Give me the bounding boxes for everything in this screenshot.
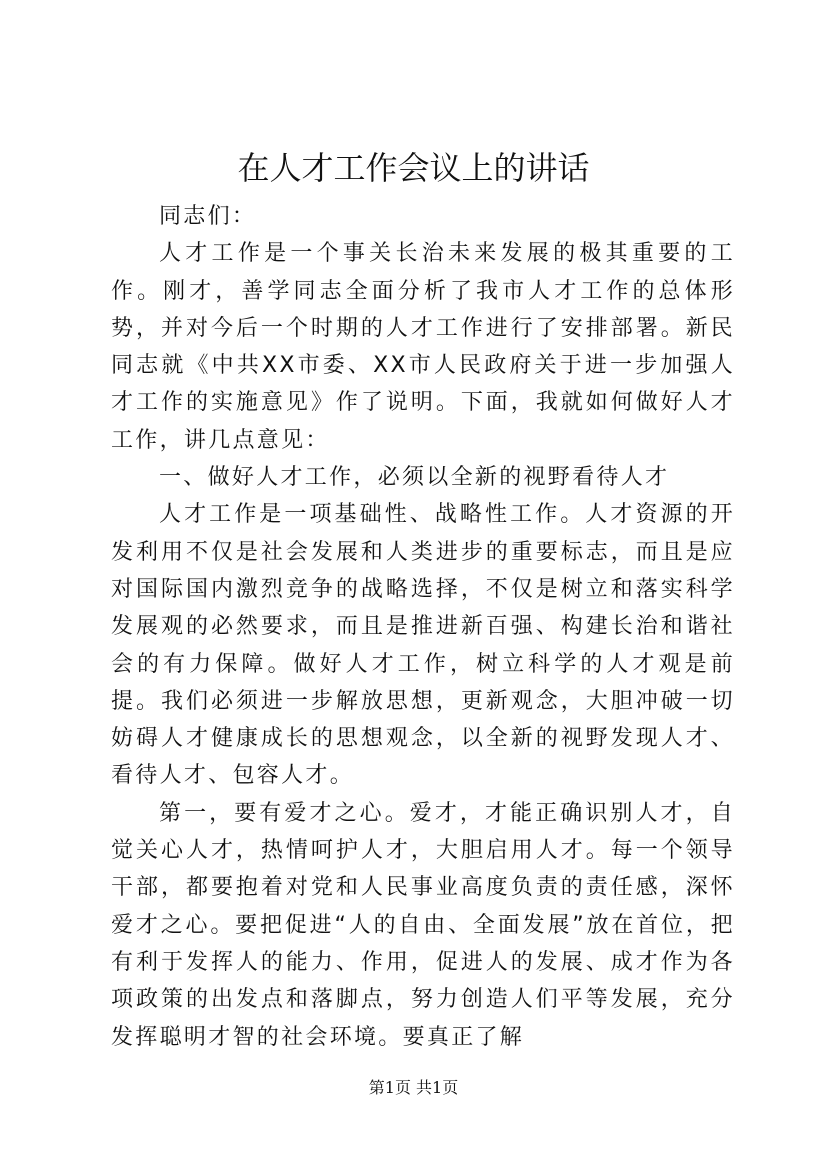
body-paragraph: 人才工作是一项基础性、战略性工作。人才资源的开发利用不仅是社会发展和人类进步的重要标志，而且是应对国际国内激烈竞争的战略选择，不仅是树立和落实科学发展观的必然要求，而且是推进新百强、构建长治和谐社会的有力保障。做好人才工作，树立科学的人才观是前提。我们必须进一步解放思想，更新观念，大胆冲破一切妨碍人才健康成长的思想观念，以全新的视野发现人才、看待人才、包容人才。 xyxy=(111,502,735,789)
body-paragraph: 人才工作是一个事关长治未来发展的极其重要的工作。刚才，善学同志全面分析了我市人才工作的总体形势，并对今后一个时期的人才工作进行了安排部署。新民同志就《中共XX市委、XX市人民政府关于进一步加强人才工作的实施意见》作了说明。下面，我就如何做好人才工作，讲几点意见： xyxy=(111,241,735,453)
document-title: 在人才工作会议上的讲话 xyxy=(237,149,590,187)
section-heading: 一、做好人才工作，必须以全新的视野看待人才 xyxy=(159,465,670,491)
salutation-paragraph: 同志们： xyxy=(159,204,257,229)
body-paragraph: 第一，要有爱才之心。爱才，才能正确识别人才，自觉关心人才，热情呵护人才，大胆启用人才。每一个领导干部，都要抱着对党和人民事业高度负责的责任感，深怀爱才之心。要把促进“人的自由、全面发展”放在首位，把有利于发挥人的能力、作用，促进人的发展、成才作为各项政策的出发点和落脚点，努力创造人们平等发展，充分发挥聪明才智的社会环境。要真正了解 xyxy=(111,800,735,1050)
document-body xyxy=(111,198,735,1056)
page-number-footer: 第1页 共1页 xyxy=(368,1078,459,1097)
